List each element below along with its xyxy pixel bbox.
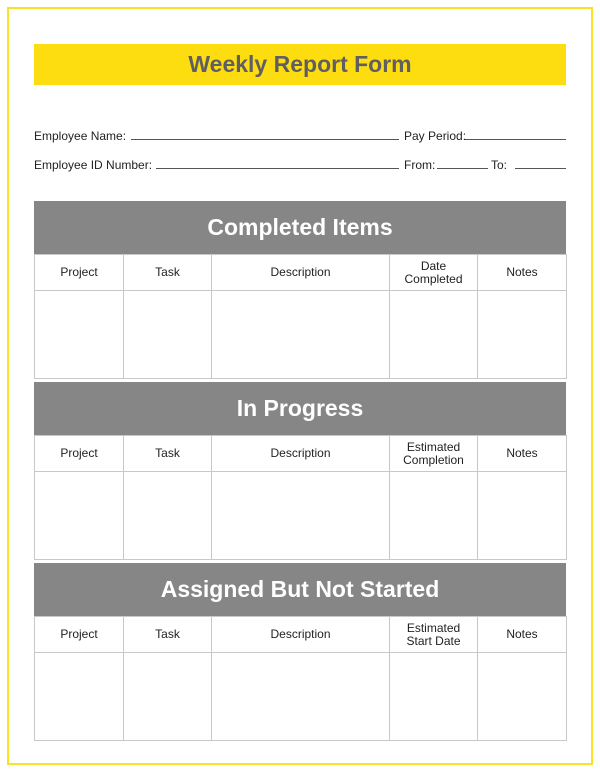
table-cell[interactable] [124, 291, 212, 379]
column-header: Description [212, 255, 390, 291]
table-cell[interactable] [212, 291, 390, 379]
table-row [35, 472, 567, 560]
column-header: Project [35, 617, 124, 653]
from-field[interactable] [437, 168, 488, 169]
section-title: In Progress [34, 382, 566, 435]
column-header: Project [35, 436, 124, 472]
table-cell[interactable] [478, 291, 567, 379]
table-row [35, 653, 567, 741]
table-row [35, 291, 567, 379]
column-header: Notes [478, 255, 567, 291]
table-cell[interactable] [390, 291, 478, 379]
pay-period-label: Pay Period: [404, 129, 467, 143]
to-field[interactable] [515, 168, 566, 169]
to-label: To: [491, 158, 508, 172]
table-cell[interactable] [35, 472, 124, 560]
column-header: Task [124, 617, 212, 653]
column-header: Description [212, 436, 390, 472]
from-label: From: [404, 158, 436, 172]
table-cell[interactable] [390, 472, 478, 560]
column-header: Task [124, 255, 212, 291]
pay-period-field[interactable] [465, 139, 566, 140]
table-cell[interactable] [124, 472, 212, 560]
table-cell[interactable] [35, 291, 124, 379]
table-cell[interactable] [478, 653, 567, 741]
table-cell[interactable] [478, 472, 567, 560]
section-title: Completed Items [34, 201, 566, 254]
section-1 [34, 382, 566, 560]
form-title: Weekly Report Form [34, 44, 566, 85]
table-cell[interactable] [212, 472, 390, 560]
section-table [34, 254, 567, 379]
column-header: Notes [478, 436, 567, 472]
column-header: Notes [478, 617, 567, 653]
employee-id-label: Employee ID Number: [34, 158, 153, 172]
column-header: Project [35, 255, 124, 291]
section-table [34, 616, 567, 741]
table-cell[interactable] [35, 653, 124, 741]
column-header: Task [124, 436, 212, 472]
column-header: Description [212, 617, 390, 653]
column-header: Estimated Completion [390, 436, 478, 472]
column-header: Estimated Start Date [390, 617, 478, 653]
section-0 [34, 201, 566, 379]
section-title: Assigned But Not Started [34, 563, 566, 616]
employee-name-label: Employee Name: [34, 129, 127, 143]
column-header: Date Completed [390, 255, 478, 291]
table-cell[interactable] [124, 653, 212, 741]
table-cell[interactable] [390, 653, 478, 741]
section-2 [34, 563, 566, 741]
employee-name-field[interactable] [131, 139, 399, 140]
table-cell[interactable] [212, 653, 390, 741]
employee-id-field[interactable] [156, 168, 399, 169]
section-table [34, 435, 567, 560]
